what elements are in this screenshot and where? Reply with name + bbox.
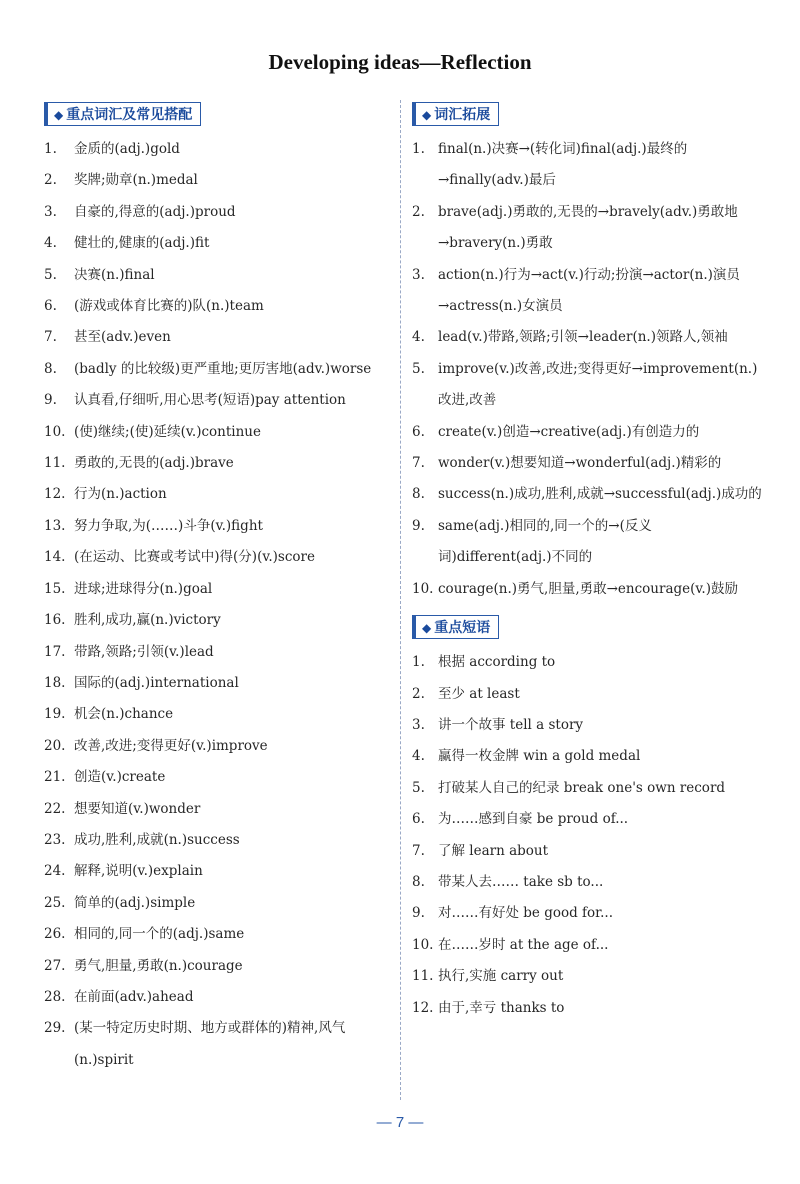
item-text: (badly 的比较级)更严重地;更厉害地(adv.)worse [74,360,372,377]
item-number: 10. [412,580,434,597]
section-heading-label: 重点短语 [434,620,491,637]
list-item [412,197,762,260]
item-number: 11. [412,968,434,985]
section-heading-phrases [412,615,499,639]
list-item [412,260,762,323]
item-text: 为……感到自豪 be proud of... [438,811,629,828]
item-number: 2. [412,685,425,702]
item-number: 12. [44,486,66,503]
item-text: 认真看,仔细听,用心思考(短语)pay attention [74,392,346,409]
list-item [44,479,389,510]
item-text: 根据 according to [438,654,556,671]
list-item [412,479,762,510]
word-expansion-list [412,134,762,605]
list-item [412,354,762,417]
item-number: 14. [44,549,66,566]
vocabulary-list [44,134,389,1076]
list-item [44,1013,389,1076]
list-item [412,898,762,929]
item-number: 1. [44,141,57,157]
item-number: 9. [412,905,425,922]
item-number: 23. [44,831,66,848]
list-item [44,542,389,573]
item-text: 解释,说明(v.)explain [74,863,203,880]
section-heading-word-expansion [412,102,499,126]
item-text: 决赛(n.)final [74,266,155,283]
list-item [412,773,762,804]
item-number: 2. [44,172,57,189]
page-number: — 7 — [376,1114,424,1131]
item-number: 7. [412,842,425,859]
list-item [412,993,762,1024]
list-item [44,574,389,605]
item-text: 在前面(adv.)ahead [74,988,194,1005]
item-text: 由于,幸亏 thanks to [438,999,565,1016]
item-text: 金质的(adj.)gold [74,141,180,157]
item-number: 7. [44,329,57,346]
item-number: 8. [412,873,425,890]
list-item [44,888,389,919]
list-item [44,322,389,353]
item-text: 带路,领路;引领(v.)lead [74,643,214,660]
item-text: 自豪的,得意的(adj.)proud [74,203,236,220]
list-item [44,228,389,259]
item-text: 甚至(adv.)even [74,329,171,346]
item-text: courage(n.)勇气,胆量,勇敢→encourage(v.)鼓励 [438,580,738,597]
section-heading-label: 词汇拓展 [434,107,491,123]
list-item [44,260,389,291]
list-item [412,448,762,479]
item-number: 15. [44,580,66,597]
item-text: 简单的(adj.)simple [74,894,196,911]
item-number: 3. [412,716,425,733]
item-number: 11. [44,455,66,472]
item-text: 打破某人自己的纪录 break one's own record [438,779,726,796]
item-text: 想要知道(v.)wonder [74,800,201,817]
item-number: 4. [44,235,57,252]
item-text: 对……有好处 be good for... [438,905,614,922]
item-number: 16. [44,612,66,629]
item-text: success(n.)成功,胜利,成就→successful(adj.)成功的 [438,486,762,503]
list-item [412,134,762,197]
item-number: 2. [412,203,425,220]
item-number: 9. [412,517,425,534]
item-text: lead(v.)带路,领路;引领→leader(n.)领路人,领袖 [438,329,728,346]
list-item [44,794,389,825]
item-text: create(v.)创造→creative(adj.)有创造力的 [438,423,700,440]
item-number: 3. [412,266,425,283]
diamond-icon: ◆ [422,621,432,636]
item-number: 27. [44,957,66,974]
item-text: same(adj.)相同的,同一个的→(反义词)different(adj.)不同的 [438,517,652,566]
list-item [44,919,389,950]
list-item [412,322,762,353]
list-item [44,731,389,762]
diamond-icon: ◆ [54,108,64,122]
item-text: final(n.)决赛→(转化词)final(adj.)最终的→finally(adv.)最后 [438,141,688,189]
list-item [412,574,762,605]
item-text: 国际的(adj.)international [74,674,239,691]
item-text: improve(v.)改善,改进;变得更好→improvement(n.)改进,改善 [438,360,758,409]
item-text: 创造(v.)create [74,769,166,786]
item-text: 勇敢的,无畏的(adj.)brave [74,455,234,472]
item-text: action(n.)行为→act(v.)行动;扮演→actor(n.)演员→actress(n.)女演员 [438,266,740,315]
list-item [412,741,762,772]
item-number: 6. [412,811,425,828]
item-text: 成功,胜利,成就(n.)success [74,831,240,848]
column-divider [400,100,401,1100]
item-text: 行为(n.)action [74,486,167,503]
item-number: 8. [44,360,57,377]
item-number: 12. [412,999,434,1016]
item-text: 健壮的,健康的(adj.)fit [74,235,210,252]
page-title: Developing ideas—Reflection [268,50,532,74]
list-item [44,197,389,228]
item-number: 6. [412,423,425,440]
item-number: 4. [412,748,425,765]
list-item [412,710,762,741]
item-text: 胜利,成功,赢(n.)victory [74,612,221,629]
item-text: 赢得一枚金牌 win a gold medal [438,748,641,765]
item-text: (使)继续;(使)延续(v.)continue [74,423,261,440]
list-item [44,637,389,668]
item-text: 了解 learn about [438,842,549,859]
item-text: brave(adj.)勇敢的,无畏的→bravely(adv.)勇敢地→bravery(n.)勇敢 [438,203,738,252]
item-number: 9. [44,392,57,409]
item-number: 6. [44,298,57,315]
list-item [412,930,762,961]
list-item [44,951,389,982]
item-number: 5. [412,360,425,377]
list-item [44,699,389,730]
item-number: 5. [412,779,425,796]
right-column [412,102,762,1024]
item-text: 机会(n.)chance [74,706,174,723]
item-number: 20. [44,737,66,754]
item-text: 勇气,胆量,勇敢(n.)courage [74,957,243,974]
list-item [44,856,389,887]
item-number: 7. [412,455,425,472]
item-text: 至少 at least [438,685,520,702]
phrases-list [412,647,762,1024]
diamond-icon: ◆ [422,108,432,122]
item-number: 13. [44,517,66,534]
list-item [44,668,389,699]
item-number: 26. [44,926,66,943]
list-item [412,804,762,835]
item-number: 1. [412,141,425,157]
section-heading-vocabulary [44,102,201,126]
list-item [44,417,389,448]
list-item [44,354,389,385]
list-item [44,762,389,793]
item-number: 29. [44,1020,66,1037]
item-text: (游戏或体育比赛的)队(n.)team [74,298,264,315]
item-text: (在运动、比赛或考试中)得(分)(v.)score [74,549,315,566]
item-text: 改善,改进;变得更好(v.)improve [74,737,268,754]
list-item [44,165,389,196]
item-text: 相同的,同一个的(adj.)same [74,926,245,943]
list-item [412,867,762,898]
list-item [44,605,389,636]
item-number: 1. [412,654,425,671]
item-number: 3. [44,203,57,220]
list-item [44,982,389,1013]
item-text: wonder(v.)想要知道→wonderful(adj.)精彩的 [438,455,722,472]
list-item [412,417,762,448]
item-number: 19. [44,706,66,723]
list-item [412,647,762,678]
item-number: 17. [44,643,66,660]
item-number: 24. [44,863,66,880]
item-text: 努力争取,为(……)斗争(v.)fight [74,517,263,534]
list-item [44,825,389,856]
item-number: 21. [44,769,66,786]
item-number: 5. [44,266,57,283]
item-number: 18. [44,674,66,691]
list-item [44,385,389,416]
list-item [44,448,389,479]
item-number: 10. [412,936,434,953]
item-text: 执行,实施 carry out [438,968,564,985]
item-text: 讲一个故事 tell a story [438,716,584,733]
item-number: 22. [44,800,66,817]
item-number: 8. [412,486,425,503]
left-column [44,102,389,1076]
list-item [44,511,389,542]
item-text: 奖牌;勋章(n.)medal [74,172,198,189]
item-number: 28. [44,988,66,1005]
list-item [412,836,762,867]
item-text: 进球;进球得分(n.)goal [74,580,213,597]
item-text: 在……岁时 at the age of... [438,936,609,953]
list-item [412,511,762,574]
list-item [412,961,762,992]
list-item [44,291,389,322]
list-item [44,134,389,165]
item-number: 25. [44,894,66,911]
item-text: (某一特定历史时期、地方或群体的)精神,风气(n.)spirit [74,1020,346,1068]
list-item [412,679,762,710]
item-text: 带某人去…… take sb to... [438,873,604,890]
item-number: 4. [412,329,425,346]
section-heading-label: 重点词汇及常见搭配 [66,107,193,123]
item-number: 10. [44,423,66,440]
